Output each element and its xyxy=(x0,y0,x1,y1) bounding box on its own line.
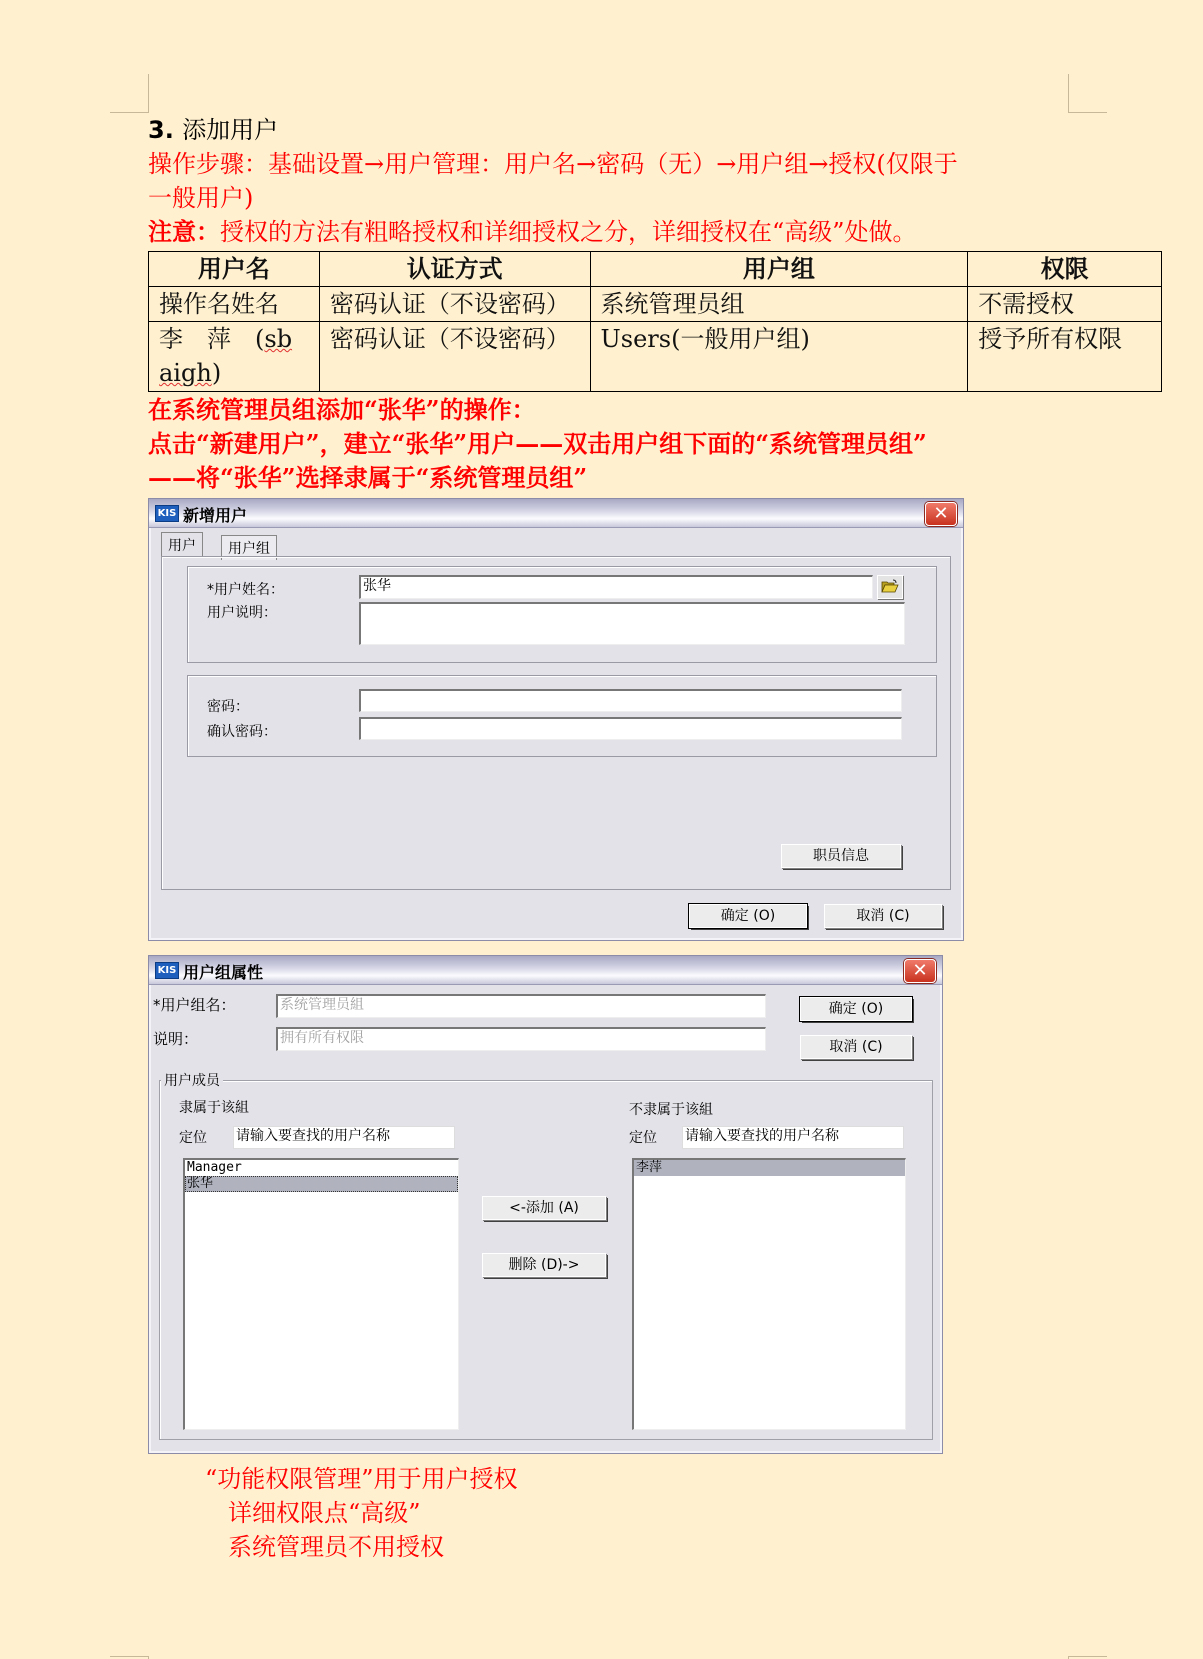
note-label: 注意： xyxy=(148,217,220,246)
kis-app-icon: KIS xyxy=(155,505,179,522)
ok-button[interactable]: 确定 (O) xyxy=(800,997,912,1021)
remove-member-button[interactable]: 删除 (D)-> xyxy=(482,1253,606,1277)
instruction-line-3: ——将“张华”选择隶属于“系统管理员组” xyxy=(148,463,588,492)
header-group: 用户组 xyxy=(590,252,968,287)
note-line xyxy=(148,215,917,249)
new-user-dialog xyxy=(148,498,964,941)
dialog-title: 新增用户 xyxy=(183,506,248,525)
footer-line-1: “功能权限管理”用于用户授权 xyxy=(205,1465,518,1493)
cell-group: Users(一般用户组) xyxy=(590,322,968,392)
folder-open-icon xyxy=(881,579,899,593)
group-name-label: *用户组名： xyxy=(153,996,236,1014)
header-auth: 认证方式 xyxy=(319,252,590,287)
list-item-selected[interactable]: 张华 xyxy=(185,1176,458,1192)
heading-text: 添加用户 xyxy=(182,116,279,144)
cell-username: 操作名姓名 xyxy=(149,287,320,322)
note-text: 授权的方法有粗略授权和详细授权之分，详细授权在“高级”处做。 xyxy=(220,218,917,246)
not-member-of-heading: 不隶属于该組 xyxy=(629,1102,713,1118)
table-row xyxy=(149,322,1162,392)
table-header-row xyxy=(149,252,1162,287)
group-description-label: 说明： xyxy=(153,1030,199,1048)
non-member-locate-label: 定位 xyxy=(629,1130,657,1146)
description-label: 用户说明： xyxy=(207,605,277,621)
cell-username: 李 萍 (sb aigh) xyxy=(149,322,320,392)
members-legend: 用户成员 xyxy=(161,1070,223,1090)
group-properties-dialog xyxy=(148,955,943,1454)
password-label: 密码： xyxy=(207,699,249,715)
ok-button[interactable]: 确定 (O) xyxy=(689,904,807,928)
header-username: 用户名 xyxy=(149,252,320,287)
password-input[interactable] xyxy=(359,689,902,712)
member-of-list[interactable] xyxy=(183,1158,459,1430)
description-input[interactable] xyxy=(359,602,905,645)
footer-line-2: 详细权限点“高级” xyxy=(228,1499,421,1527)
confirm-password-input[interactable] xyxy=(359,717,902,740)
group-description-input[interactable]: 拥有所有权限 xyxy=(276,1027,766,1051)
list-item[interactable]: Manager xyxy=(187,1160,242,1175)
users-table xyxy=(148,251,1162,392)
confirm-password-label: 确认密码： xyxy=(207,724,277,740)
header-permission: 权限 xyxy=(968,252,1162,287)
steps-line-2: 一般用户) xyxy=(148,184,254,212)
table-row xyxy=(149,287,1162,322)
cell-auth: 密码认证（不设密码） xyxy=(319,287,590,322)
member-locate-label: 定位 xyxy=(179,1130,207,1146)
corner-mark-top-left xyxy=(110,74,149,113)
dialog-titlebar[interactable] xyxy=(149,499,963,528)
close-icon[interactable]: ✕ xyxy=(925,502,957,526)
browse-folder-button[interactable] xyxy=(877,575,903,599)
close-icon[interactable]: ✕ xyxy=(904,959,936,983)
cell-group: 系统管理员组 xyxy=(590,287,968,322)
section-heading xyxy=(148,113,278,147)
list-item-selected[interactable]: 李萍 xyxy=(634,1160,905,1176)
tab-user-group[interactable]: 用户组 xyxy=(221,535,277,560)
member-locate-input[interactable]: 请输入要查找的用户名称 xyxy=(233,1126,455,1149)
kis-app-icon: KIS xyxy=(155,962,179,979)
non-member-locate-input[interactable]: 请输入要查找的用户名称 xyxy=(682,1126,904,1149)
username-label: *用户姓名： xyxy=(207,582,284,598)
dialog-title: 用户组属性 xyxy=(183,963,264,982)
footer-line-3: 系统管理员不用授权 xyxy=(228,1533,444,1561)
group-name-input[interactable]: 系统管理员組 xyxy=(276,994,766,1018)
member-of-heading: 隶属于该組 xyxy=(179,1100,249,1116)
instruction-line-1: 在系统管理员组添加“张华”的操作： xyxy=(148,395,536,424)
tab-user[interactable]: 用户 xyxy=(161,532,203,557)
username-input[interactable]: 张华 xyxy=(359,575,873,599)
cell-permission: 不需授权 xyxy=(968,287,1162,322)
cancel-button[interactable]: 取消 (C) xyxy=(800,1035,912,1059)
cell-permission: 授予所有权限 xyxy=(968,322,1162,392)
heading-number: 3. xyxy=(148,116,174,144)
dialog-titlebar[interactable] xyxy=(149,956,942,985)
password-group xyxy=(187,675,937,757)
employee-info-button[interactable]: 职员信息 xyxy=(781,844,901,868)
add-member-button[interactable]: <-添加 (A) xyxy=(482,1196,606,1220)
not-member-of-list[interactable] xyxy=(632,1158,906,1430)
cancel-button[interactable]: 取消 (C) xyxy=(824,904,942,928)
corner-mark-top-right xyxy=(1068,74,1107,113)
cell-auth: 密码认证（不设密码） xyxy=(319,322,590,392)
instruction-line-2: 点击“新建用户”，建立“张华”用户——双击用户组下面的“系统管理员组” xyxy=(148,429,927,458)
steps-line-1: 操作步骤：基础设置→用户管理：用户名→密码（无）→用户组→授权(仅限于 xyxy=(148,150,958,178)
